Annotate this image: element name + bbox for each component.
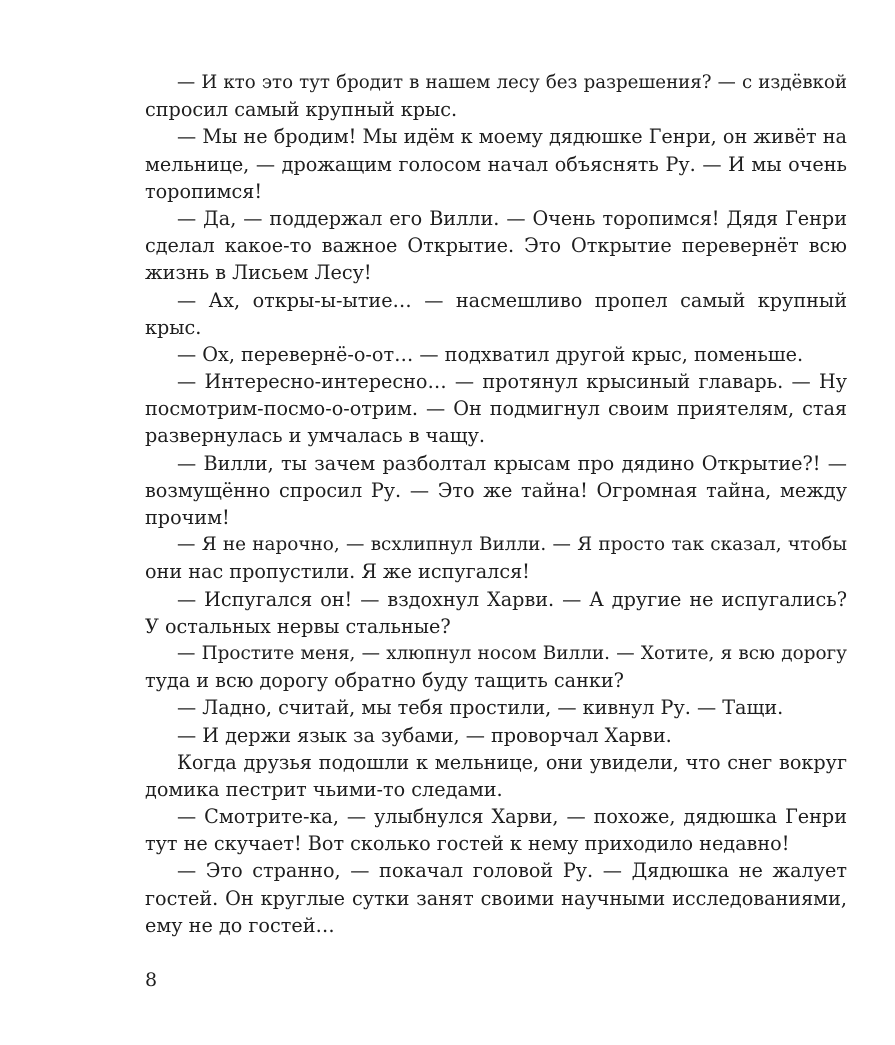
text-line: возмущённо спросил Ру. — Это же тайна! Огромная тайна, между: [145, 478, 847, 502]
text-line: — Ах, откры-ы-ытие… — насмешливо пропел самый крупный: [177, 288, 847, 312]
text-line: они нас пропустили. Я же испугался!: [145, 560, 530, 584]
text-line: мельнице, — дрожащим голосом начал объяснять Ру. — И мы очень: [145, 152, 847, 176]
text-line: торопимся!: [145, 179, 263, 203]
text-line: — Я не нарочно, — всхлипнул Вилли. — Я просто так сказал, чтобы: [177, 534, 847, 556]
text-line: — Вилли, ты зачем разболтал крысам про дядино Открытие?! —: [177, 451, 847, 475]
text-line: гостей. Он круглые сутки занят своими научными исследованиями,: [145, 886, 847, 910]
text-line: жизнь в Лисьем Лесу!: [145, 261, 372, 285]
text-line: — Мы не бродим! Мы идём к моему дядюшке Генри, он живёт на: [177, 125, 847, 149]
text-line: — Испугался он! — вздохнул Харви. — А другие не испугались?: [177, 587, 847, 611]
text-line: ему не до гостей…: [145, 913, 335, 937]
page-number: 8: [145, 969, 158, 991]
text-line: — Да, — поддержал его Вилли. — Очень торопимся! Дядя Генри: [177, 206, 847, 230]
text-line: — Интересно-интересно… — протянул крысиный главарь. — Ну: [177, 370, 847, 394]
text-line: сделал какое-то важное Открытие. Это Открытие перевернёт всю: [145, 234, 847, 258]
text-line: тут не скучает! Вот сколько гостей к нему приходило недавно!: [145, 832, 790, 856]
text-line: — И держи язык за зубами, — проворчал Харви.: [177, 723, 672, 747]
text-line: туда и всю дорогу обратно буду тащить санки?: [145, 669, 624, 693]
text-line: — Смотрите-ка, — улыбнулся Харви, — похоже, дядюшка Генри: [177, 805, 847, 829]
text-line: прочим!: [145, 506, 230, 529]
text-line: — Это странно, — покачал головой Ру. — Дядюшка не жалует: [177, 859, 847, 883]
text-line: развернулась и умчалась в чащу.: [145, 424, 486, 448]
text-line: — Простите меня, — хлюпнул носом Вилли. — Хотите, я всю дорогу: [177, 642, 847, 664]
text-line: спросил самый крупный крыс.: [145, 98, 458, 122]
text-line: посмотрим-посмо-о-отрим. — Он подмигнул своим приятелям, стая: [145, 397, 847, 421]
text-line: Когда друзья подошли к мельнице, они увидели, что снег вокруг: [177, 750, 847, 774]
text-line: — Ладно, считай, мы тебя простили, — кивнул Ру. — Тащи.: [177, 696, 784, 720]
text-line: крыс.: [145, 315, 202, 339]
text-line: — Ох, перевернё-о-от… — подхватил другой крыс, поменьше.: [177, 342, 804, 366]
text-line: домика пестрит чьими-то следами.: [145, 777, 503, 801]
book-page-text: [145, 69, 847, 939]
text-line: — И кто это тут бродит в нашем лесу без разрешения? — с издёвкой: [177, 72, 847, 93]
text-line: У остальных нервы стальные?: [145, 614, 451, 638]
